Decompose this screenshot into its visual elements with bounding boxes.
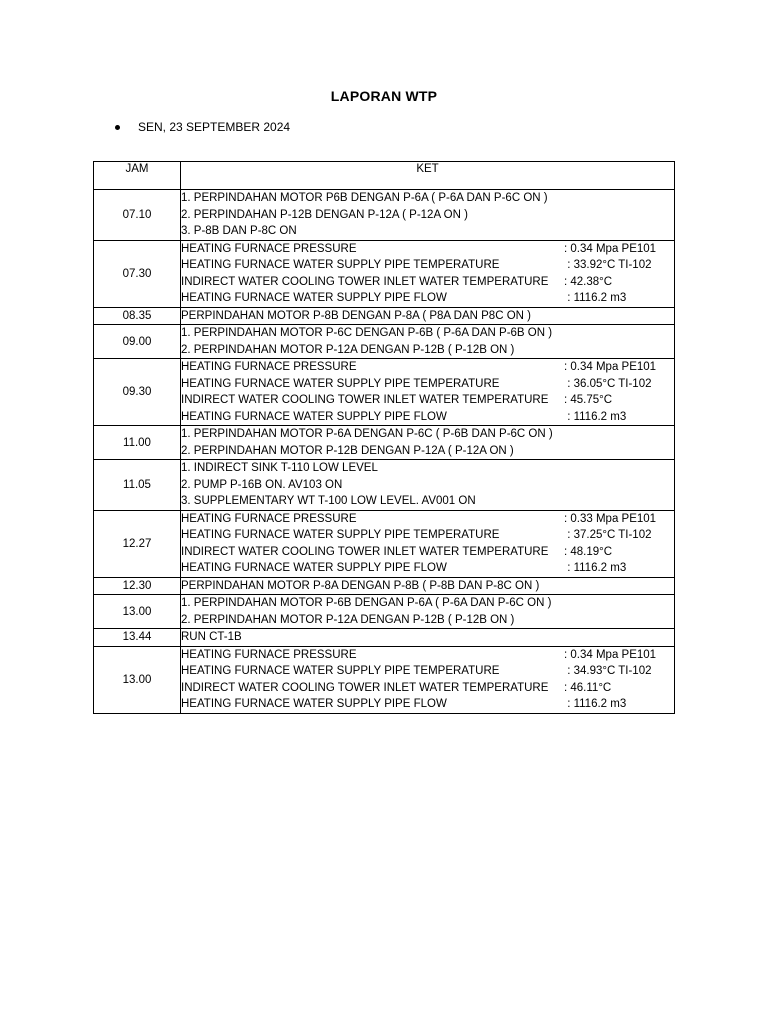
date-list-item (115, 120, 290, 134)
ket-line (181, 680, 674, 697)
table-row (94, 359, 675, 426)
ket-value: : 45.75°C (564, 394, 613, 406)
ket-value: : 1116.2 m3 (564, 562, 627, 574)
ket-value: : 0.33 Mpa PE101 (564, 512, 657, 525)
ket-line (181, 376, 674, 393)
table-row (94, 577, 675, 595)
time-cell: 08.35 (94, 307, 181, 325)
ket-cell (181, 595, 675, 629)
ket-cell (181, 325, 675, 359)
table-row (94, 460, 675, 511)
ket-cell (181, 240, 675, 307)
ket-value: : 46.11°C (564, 681, 612, 694)
header-jam: JAM (94, 162, 181, 190)
ket-text: HEATING FURNACE WATER SUPPLY PIPE TEMPERATURE (181, 529, 500, 541)
ket-line (181, 257, 674, 274)
ket-cell (181, 510, 675, 577)
table-row (94, 307, 675, 325)
table-row (94, 629, 675, 647)
ket-line (181, 460, 674, 477)
ket-line (181, 647, 674, 664)
ket-line (181, 290, 674, 307)
time-cell: 13.00 (94, 595, 181, 629)
ket-value: : 33.92°C TI-102 (564, 259, 652, 271)
ket-text: 2. PUMP P-16B ON. AV103 ON (181, 478, 343, 491)
ket-line (181, 443, 674, 460)
ket-line (181, 511, 674, 528)
ket-text: RUN CT-1B (181, 631, 242, 643)
ket-text: 1. INDIRECT SINK T-110 LOW LEVEL (181, 462, 378, 474)
table-header-row (94, 162, 675, 190)
ket-line (181, 426, 674, 443)
table-row (94, 595, 675, 629)
ket-line (181, 392, 674, 409)
ket-text: 2. PERPINDAHAN MOTOR P-12A DENGAN P-12B ( P-12B ON ) (181, 343, 515, 356)
time-cell: 11.05 (94, 460, 181, 511)
ket-text: 2. PERPINDAHAN P-12B DENGAN P-12A ( P-12A ON ) (181, 208, 468, 221)
ket-text: INDIRECT WATER COOLING TOWER INLET WATER TEMPERATURE (181, 394, 549, 406)
ket-text: HEATING FURNACE WATER SUPPLY PIPE FLOW (181, 410, 447, 423)
ket-line (181, 612, 674, 629)
ket-line (181, 629, 674, 646)
header-ket: KET (181, 162, 675, 190)
ket-value: : 37.25°C TI-102 (564, 529, 652, 541)
ket-value: : 48.19°C (564, 545, 613, 558)
time-cell: 12.30 (94, 577, 181, 595)
time-cell: 09.30 (94, 359, 181, 426)
ket-cell (181, 646, 675, 713)
ket-text: INDIRECT WATER COOLING TOWER INLET WATER TEMPERATURE (181, 681, 549, 694)
time-cell: 12.27 (94, 510, 181, 577)
table-row (94, 510, 675, 577)
ket-text: 1. PERPINDAHAN MOTOR P-6A DENGAN P-6C ( P-6B DAN P-6C ON ) (181, 428, 553, 440)
report-date: SEN, 23 SEPTEMBER 2024 (138, 120, 291, 134)
ket-line (181, 308, 674, 325)
time-cell: 07.30 (94, 240, 181, 307)
ket-text: INDIRECT WATER COOLING TOWER INLET WATER TEMPERATURE (181, 545, 549, 558)
ket-line (181, 560, 674, 577)
ket-value: : 36.05°C TI-102 (564, 377, 652, 390)
ket-text: PERPINDAHAN MOTOR P-8B DENGAN P-8A ( P8A DAN P8C ON ) (181, 309, 531, 322)
ket-line (181, 544, 674, 561)
ket-text: PERPINDAHAN MOTOR P-8A DENGAN P-8B ( P-8B DAN P-8C ON ) (181, 579, 540, 592)
ket-text: INDIRECT WATER COOLING TOWER INLET WATER TEMPERATURE (181, 275, 549, 288)
ket-line (181, 325, 674, 342)
ket-value: : 42.38°C (564, 275, 613, 288)
ket-text: 2. PERPINDAHAN MOTOR P-12A DENGAN P-12B ( P-12B ON ) (181, 613, 515, 626)
ket-text: HEATING FURNACE WATER SUPPLY PIPE TEMPERATURE (181, 665, 500, 677)
table-row (94, 190, 675, 241)
time-cell: 07.10 (94, 190, 181, 241)
ket-text: HEATING FURNACE PRESSURE (181, 512, 357, 525)
ket-line (181, 595, 674, 612)
ket-line (181, 493, 674, 510)
ket-line (181, 190, 674, 207)
time-cell: 09.00 (94, 325, 181, 359)
ket-text: 1. PERPINDAHAN MOTOR P6B DENGAN P-6A ( P-6A DAN P-6C ON ) (181, 192, 548, 204)
table-row (94, 426, 675, 460)
ket-value: : 0.34 Mpa PE101 (564, 361, 657, 373)
ket-text: 2. PERPINDAHAN MOTOR P-12B DENGAN P-12A ( P-12A ON ) (181, 444, 514, 457)
ket-cell (181, 307, 675, 325)
ket-value: : 0.34 Mpa PE101 (564, 242, 657, 255)
ket-line (181, 696, 674, 713)
ket-cell (181, 577, 675, 595)
ket-line (181, 477, 674, 494)
ket-cell (181, 460, 675, 511)
report-table-body (94, 190, 675, 714)
ket-value: : 34.93°C TI-102 (564, 665, 652, 677)
ket-value: : 1116.2 m3 (564, 292, 627, 304)
ket-text: HEATING FURNACE WATER SUPPLY PIPE TEMPERATURE (181, 259, 500, 271)
ket-text: 1. PERPINDAHAN MOTOR P-6B DENGAN P-6A ( P-6A DAN P-6C ON ) (181, 597, 552, 609)
ket-line (181, 527, 674, 544)
ket-cell (181, 629, 675, 647)
report-table (93, 161, 675, 714)
ket-text: 1. PERPINDAHAN MOTOR P-6C DENGAN P-6B ( P-6A DAN P-6B ON ) (181, 327, 553, 339)
table-row (94, 646, 675, 713)
page-title: LAPORAN WTP (330, 88, 438, 104)
ket-value: : 1116.2 m3 (564, 410, 627, 423)
ket-value: : 0.34 Mpa PE101 (564, 648, 657, 661)
ket-line (181, 578, 674, 595)
ket-cell (181, 359, 675, 426)
ket-line (181, 342, 674, 359)
ket-line (181, 274, 674, 291)
ket-line (181, 241, 674, 258)
time-cell: 11.00 (94, 426, 181, 460)
bullet-icon (115, 125, 120, 130)
ket-text: HEATING FURNACE PRESSURE (181, 361, 357, 373)
ket-cell (181, 426, 675, 460)
time-cell: 13.00 (94, 646, 181, 713)
ket-text: 3. P-8B DAN P-8C ON (181, 225, 297, 237)
time-cell: 13.44 (94, 629, 181, 647)
ket-cell (181, 190, 675, 241)
ket-text: HEATING FURNACE WATER SUPPLY PIPE TEMPERATURE (181, 377, 500, 390)
ket-line (181, 223, 674, 240)
ket-line (181, 409, 674, 426)
ket-text: HEATING FURNACE WATER SUPPLY PIPE FLOW (181, 698, 447, 710)
ket-text: HEATING FURNACE WATER SUPPLY PIPE FLOW (181, 562, 447, 574)
ket-text: HEATING FURNACE PRESSURE (181, 242, 357, 255)
ket-line (181, 359, 674, 376)
table-row (94, 240, 675, 307)
table-row (94, 325, 675, 359)
ket-line (181, 207, 674, 224)
ket-text: 3. SUPPLEMENTARY WT T-100 LOW LEVEL. AV001 ON (181, 495, 476, 507)
ket-text: HEATING FURNACE PRESSURE (181, 648, 357, 661)
ket-text: HEATING FURNACE WATER SUPPLY PIPE FLOW (181, 292, 447, 304)
ket-value: : 1116.2 m3 (564, 698, 627, 710)
ket-line (181, 663, 674, 680)
